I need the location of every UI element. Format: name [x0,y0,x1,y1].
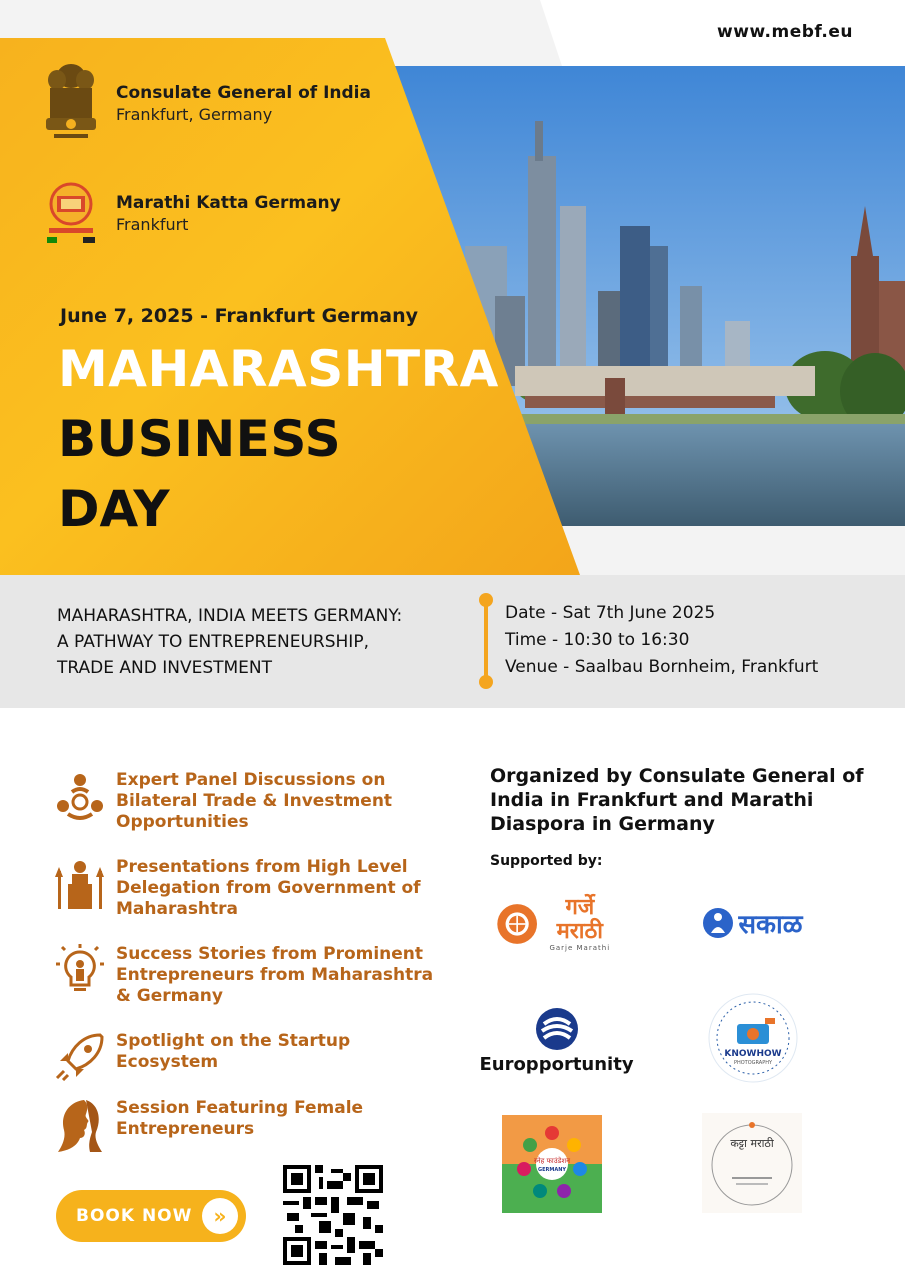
event-tagline [57,603,402,681]
podium-speaker-icon [54,857,106,913]
feature-item [54,1098,446,1154]
katta-marathi-logo [702,1113,802,1213]
event-time: Time - 10:30 to 16:30 [505,630,690,650]
feature-text: Expert Panel Discussions on Bilateral Trade & Investment Opportunities [116,770,393,832]
event-title-line3: DAY [58,480,170,538]
event-venue: Venue - Saalbau Bornheim, Frankfurt [505,657,819,677]
lightbulb-person-icon [54,944,106,1000]
feature-text: Spotlight on the Startup Ecosystem [116,1031,351,1072]
garje-marathi-logo [494,893,614,955]
sponsor-sub: GERMANY [537,1167,567,1173]
feature-item [54,857,446,920]
europportunity-logo [479,1003,634,1078]
double-chevron-right-icon: » [202,1198,238,1234]
event-date-line: June 7, 2025 - Frankfurt Germany [60,305,419,327]
sponsor-name: Europportunity [479,1054,634,1075]
sponsor-name: KNOWHOW [724,1049,782,1059]
marathi-katta-logo [42,168,100,258]
sponsor-name: स्नेह फाउंडेशन [534,1157,570,1165]
feature-text: Presentations from High Level Delegation from Government of Maharashtra [116,857,421,919]
tagline-line: MAHARASHTRA, INDIA MEETS GERMANY: [57,606,403,626]
tagline-line: TRADE AND INVESTMENT [57,658,272,678]
event-date: Date - Sat 7th June 2025 [505,603,716,623]
marathi-katta-organizer [42,168,341,258]
feature-item [54,770,446,833]
event-details [505,600,818,681]
ashoka-emblem-icon [42,58,100,148]
timeline-dot [479,593,493,607]
sakal-logo [685,900,820,945]
sponsor-name: कट्टा मराठी [730,1137,774,1150]
organizer-city: Frankfurt, Germany [116,104,273,124]
feature-text: Session Featuring Female Entrepreneurs [116,1098,364,1139]
organizer-name: Consulate General of India [116,82,371,103]
website-link[interactable]: www.mebf.eu [717,22,853,42]
woman-profile-icon [54,1098,106,1154]
event-title-line1: MAHARASHTRA [58,340,499,398]
panel-discussion-icon [54,770,106,826]
organizer-name: Marathi Katta Germany [116,192,341,213]
tagline-line: A PATHWAY TO ENTREPRENEURSHIP, [57,632,369,652]
organized-by-text: Organized by Consulate General of India in Frankfurt and Marathi Diaspora in Germany [490,765,864,835]
feature-item [54,944,446,1007]
event-title-line2: BUSINESS [58,410,342,468]
book-now-label: BOOK NOW [76,1206,193,1226]
consulate-organizer [42,58,371,148]
organizer-city: Frankfurt [116,214,189,234]
supported-by-label: Supported by: [490,853,603,869]
sponsor-name: सकाळ [738,909,803,940]
rocket-icon [54,1031,106,1087]
sponsor-name: गर्जे मराठी [556,895,603,944]
sponsor-sub: Garje Marathi [549,944,611,952]
timeline-divider [484,598,488,682]
book-now-button[interactable] [56,1190,246,1242]
knowhow-logo [703,990,803,1086]
colorful-people-circle-logo [502,1115,602,1213]
sponsor-sub: PHOTOGRAPHY [733,1060,773,1066]
timeline-dot [479,675,493,689]
qr-code[interactable] [283,1165,383,1265]
feature-text: Success Stories from Prominent Entrepreneurs from Maharashtra & Germany [116,944,434,1006]
feature-item [54,1031,446,1087]
